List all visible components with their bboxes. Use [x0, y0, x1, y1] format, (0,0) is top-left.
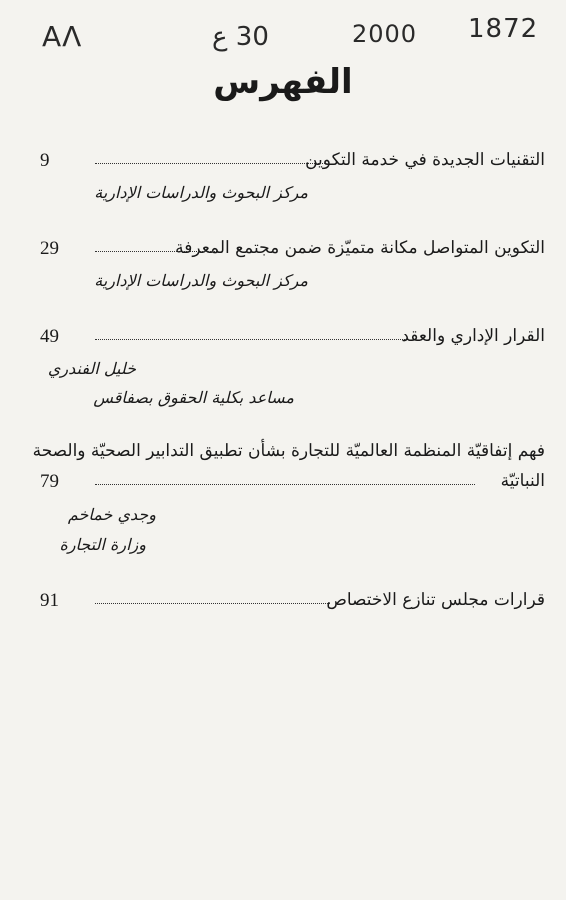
toc-entry-page: 9 [40, 150, 50, 171]
toc-entry-2[interactable] [40, 238, 545, 268]
handwritten-number-mark: 1872 [468, 14, 539, 44]
toc-entry-5[interactable] [40, 590, 545, 620]
leader-dots [95, 163, 325, 164]
toc-entry-author: خليل الفندري [47, 359, 136, 378]
toc-entry-title: قرارات مجلس تنازع الاختصاص [326, 590, 545, 610]
toc-entry-title: التقنيات الجديدة في خدمة التكوين [305, 150, 545, 170]
leader-dots [95, 251, 215, 252]
toc-entry-author: وجدي خماخم [67, 505, 156, 524]
toc-entry-1[interactable] [40, 150, 545, 180]
toc-entry-affiliation: وزارة التجارة [59, 535, 146, 554]
page-title: الفهرس [213, 62, 353, 102]
toc-entry-page: 49 [40, 326, 59, 347]
toc-entry-3[interactable] [40, 326, 545, 356]
handwritten-issue-mark: 30 ع [212, 22, 269, 52]
toc-entry-page: 91 [40, 590, 59, 611]
toc-entry-affiliation: مساعد بكلية الحقوق بصفاقس [93, 388, 294, 407]
toc-entry-title: القرار الإداري والعقد [401, 326, 545, 346]
handwritten-year-mark: 2000 [352, 20, 418, 48]
leader-dots [95, 484, 475, 485]
toc-entry-page: 79 [40, 471, 59, 492]
leader-dots [95, 339, 405, 340]
toc-entry-4[interactable] [40, 471, 545, 501]
leader-dots [95, 603, 330, 604]
toc-entry-title: النباتيّة [500, 471, 545, 491]
handwritten-mark-left: AΛ [42, 20, 83, 53]
toc-entry-title: التكوين المتواصل مكانة متميّزة ضمن مجتمع المعرفة [175, 238, 545, 258]
toc-entry-author: مركز البحوث والدراسات الإدارية [94, 271, 308, 290]
toc-entry-4-title-line1[interactable]: فهم إتفاقيّة المنظمة العالميّة للتجارة بشأن تطبيق التدابير الصحيّة والصحة [32, 441, 545, 461]
toc-entry-author: مركز البحوث والدراسات الإدارية [94, 183, 308, 202]
toc-entry-page: 29 [40, 238, 59, 259]
